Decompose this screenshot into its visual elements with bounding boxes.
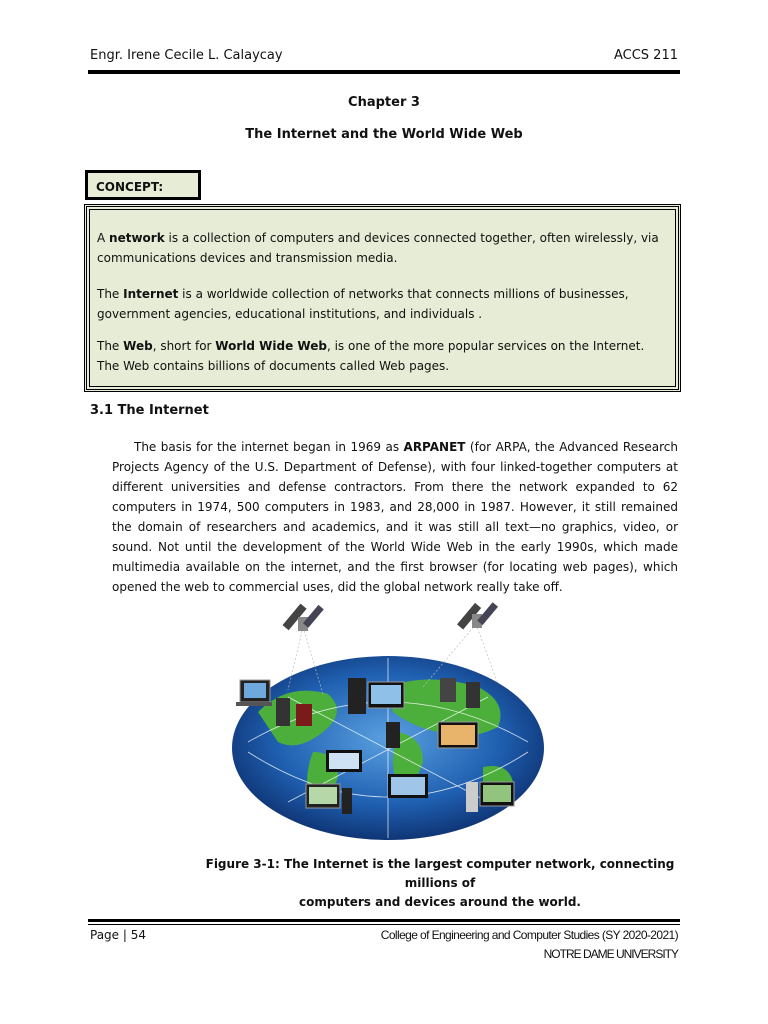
footer-university: NOTRE DAME UNIVERSITY — [543, 947, 678, 961]
satellite-left-icon — [283, 604, 324, 631]
figure-caption — [190, 855, 690, 912]
section-paragraph: The basis for the internet began in 1969 as ARPANET (for ARPA, the Advanced Research Projects Agency of the U.S. Department of Defense), with four linked-together computers at different universities and defense contractors. From there the network expanded to 62 computers in 1974, 500 computers in 1983, and 28,000 in 1987. However, it still remained the domain of researchers and academics, and it was still all text—no graphics, video, or sound. Not until the development of the World Wide Web in the early 1990s, which made multimedia available on the internet, and the first browser (for locating web pages), which opened the web to commercial uses, did the global network really take off. — [112, 440, 678, 594]
concept-internet-paragraph: The Internet is a worldwide collection of networks that connects millions of businesses, government agencies, educational institutions, and individuals . — [97, 287, 629, 321]
footer-rule-thick — [88, 919, 680, 922]
chapter-number: Chapter 3 — [348, 95, 420, 110]
concept-box — [84, 204, 681, 392]
concept-network-paragraph: A network is a collection of computers and devices connected together, often wirelessly, via communications devices and transmission media. — [97, 231, 659, 265]
chapter-title: The Internet and the World Wide Web — [245, 127, 523, 142]
figure-caption-line1: Figure 3-1: The Internet is the largest computer network, connecting millions of — [205, 857, 675, 890]
concept-label-box — [85, 170, 201, 200]
figure-caption-line2: computers and devices around the world. — [299, 895, 581, 909]
header-course: ACCS 211 — [613, 48, 678, 63]
concept-web-paragraph: The Web, short for World Wide Web, is one of the more popular services on the Internet. The Web contains billions of documents called Web pages. — [97, 339, 645, 373]
concept-label: CONCEPT: — [96, 180, 164, 194]
satellite-right-icon — [457, 602, 498, 629]
header-rule — [88, 70, 680, 74]
section-heading: 3.1 The Internet — [90, 403, 209, 418]
footer-college: College of Engineering and Computer Studies (SY 2020-2021) — [380, 928, 678, 942]
internet-network-illustration — [218, 602, 558, 846]
header-author: Engr. Irene Cecile L. Calaycay — [90, 48, 283, 63]
footer-page-number: Page | 54 — [90, 928, 146, 942]
footer-rule-thin — [88, 924, 680, 925]
